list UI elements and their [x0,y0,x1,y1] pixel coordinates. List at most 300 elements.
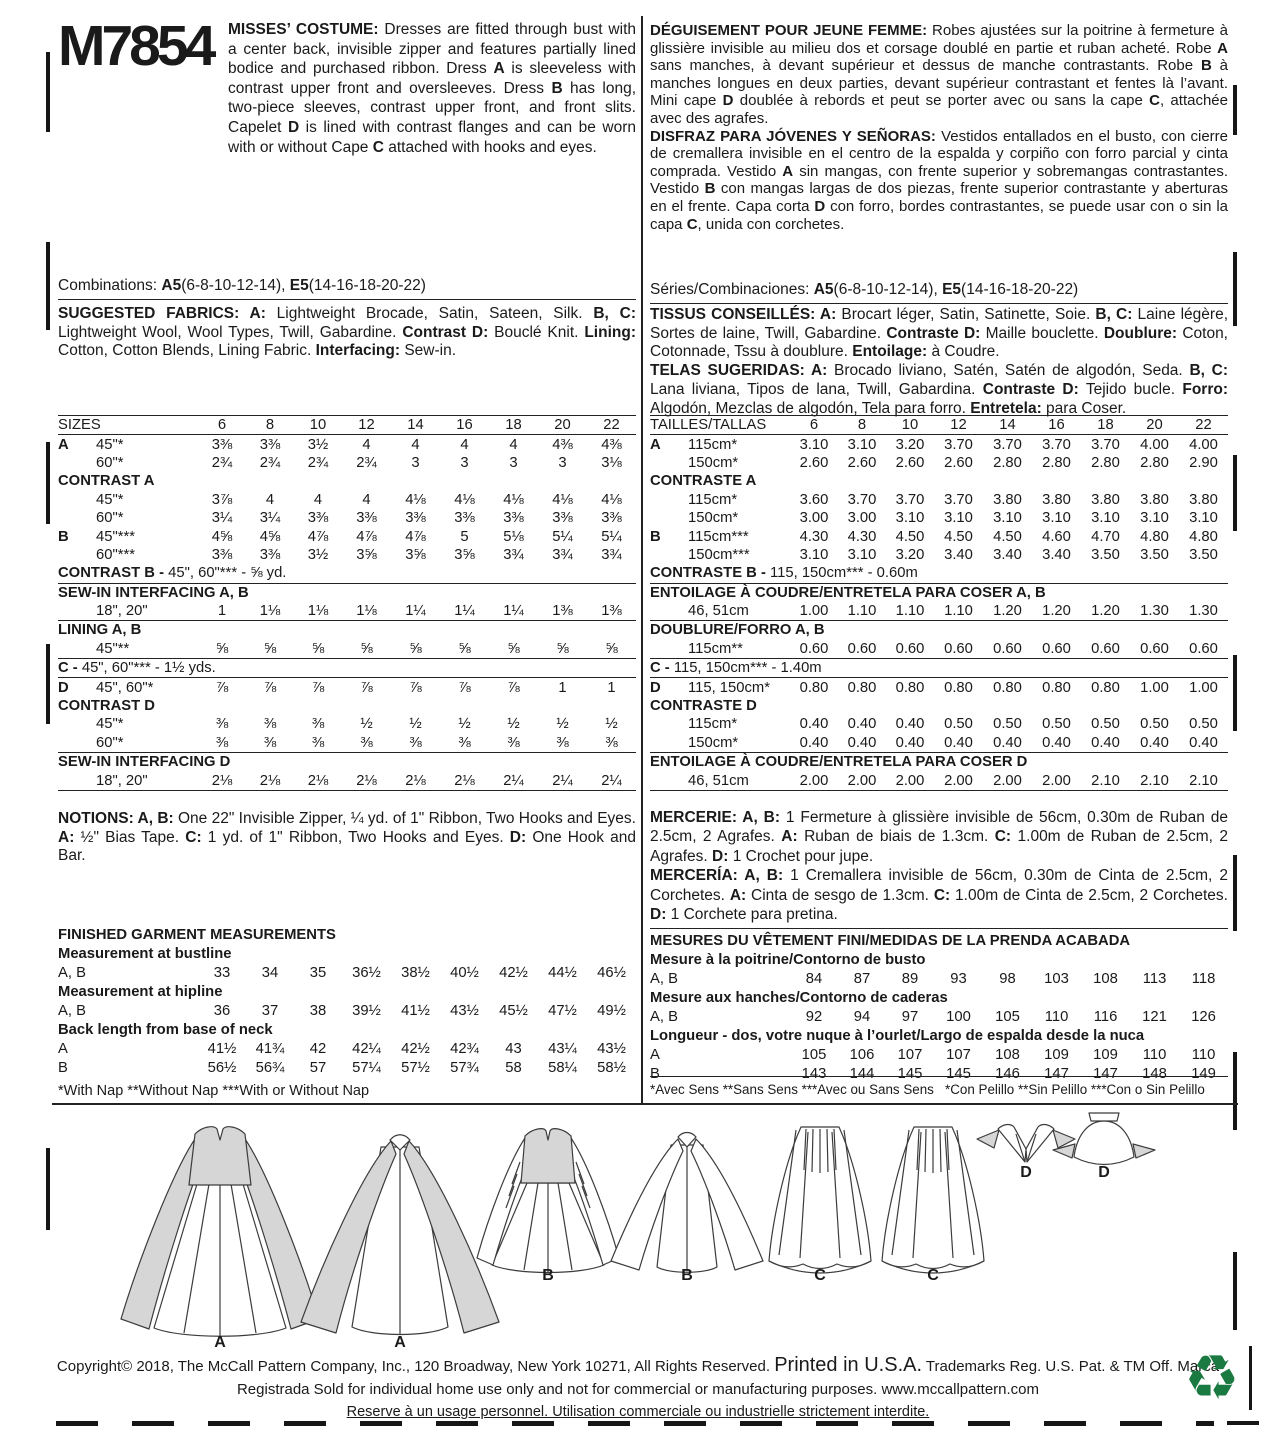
suggested-fabrics-fr-es [650,306,1228,418]
value-cell: 3¼ [259,510,281,527]
value-cell: 2⅛ [307,772,329,789]
row-label: 18", 20" [96,603,148,620]
note-row: C - 45", 60"*** - 1½ yds. [58,660,216,677]
registration-mark [46,242,50,330]
value-cell: 4⅜ [601,436,622,453]
value-cell: 106 [849,1046,875,1063]
value-cell: ⅝ [409,640,422,657]
value-cell: 0.40 [847,734,877,751]
value-cell: 108 [995,1046,1020,1063]
value-cell: 0.80 [1091,679,1120,696]
value-cell: 1⅛ [259,603,281,620]
table-row [58,621,636,640]
value-cell: 3 [411,454,420,471]
value-cell: 4⅛ [405,491,426,508]
value-cell: 109 [1093,1046,1118,1063]
value-cell: 3.50 [1091,546,1120,563]
nap-footnote-english: *With Nap **Without Nap ***With or Without Nap [58,1083,370,1099]
value-cell: 0.40 [799,734,829,751]
copyright-block [0,1354,1276,1424]
table-row [650,621,1228,640]
table-row [58,491,636,509]
table-row [650,1045,1228,1064]
value-cell: 2.10 [1091,772,1120,789]
section-header: FINISHED GARMENT MEASUREMENTS [58,926,336,943]
value-cell: 3 [460,454,469,471]
value-cell: 5¼ [601,528,622,545]
description-english: MISSES’ COSTUME: Dresses are fitted through bust with a center back, invisible zipper and features partially lined bodice and purchased ribbon. Dress A is sleeveless with contrast upper front and oversleeves. Dress B has long, two-piece sleeves, contrast upper front, and front slits. Capelet D is lined with contrast flanges and can be worn with or without Cape C attached with hooks and eyes. [228,21,637,156]
value-cell: 0.60 [1091,640,1120,657]
value-cell: ½ [507,716,520,733]
value-cell: 3⅜ [211,436,233,453]
value-cell: 3.10 [993,510,1022,527]
value-cell: 3¼ [211,510,233,527]
value-cell: 3.10 [944,510,973,527]
value-cell: 58½ [597,1059,626,1076]
description-french: DÉGUISEMENT POUR JEUNE FEMME: Robes ajustées sur la poitrine à fermeture à glissière invisible au milieu dos et corsage doublé en partie et ruban acheté. Robe A sans manches, à devant supérieur et dessus de manche contrastants. Robe B à manches longues en deux parties, devant supérieur contrastant et fentes là l’avant. Mini cape D doublée à rebords et peut se porter avec ou sans la cape C, attachée avec des agrafes. [650,22,1229,127]
size-header-label: SIZES [58,417,101,434]
value-cell: 3.20 [895,546,925,563]
value-cell: 4 [362,436,371,453]
section-header: ENTOILAGE À COUDRE/ENTRETELA PARA COSER A, B [650,584,1046,601]
value-cell: 3.50 [1189,546,1218,563]
value-cell: 5¼ [552,528,573,545]
table-row [650,472,1228,490]
cape-c-front-drawing [769,1127,871,1273]
table-row [650,715,1228,733]
value-cell: 1⅛ [356,603,377,620]
size-header-value: 8 [857,417,867,434]
value-cell: 3 [558,454,567,471]
value-cell: 103 [1044,970,1069,987]
description-spanish: DISFRAZ PARA JÓVENES Y SEÑORAS: Vestidos entallados en el busto, con cierre de cremallera invisible en el centro de la espalda y corpiño con forro parcial y cinta comprada. Vestido A sin mangas, con frente superior y sobremangas contrastantes. Vestido B con mangas largas de dos piezas, frente superior contrastante y aberturas en el frente. Capa corta D con forro, bordes contrastantes, se puede usar con o sin la capa C, unida con corchetes. [650,127,1228,233]
value-cell: 0.40 [847,716,877,733]
note-row: CONTRASTE B - 115, 150cm*** - 0.60m [650,565,918,582]
table-row [650,640,1228,659]
section-header: Longueur - dos, votre nuque à l’ourlet/Largo de espalda desde la nuca [650,1027,1145,1044]
value-cell: 3.40 [944,546,973,563]
trademark-text: Trademarks Reg. U.S. Pat. & TM Off. Marca [922,1358,1220,1375]
value-cell: ½ [409,716,422,733]
table-row [58,1039,636,1058]
value-cell: 0.50 [1091,716,1120,733]
value-cell: 3.10 [895,510,925,527]
finished-measurements-fr-es [650,928,1228,1083]
value-cell: 44½ [548,964,577,981]
combinations-line-english: Combinations: A5(6-8-10-12-14), E5(14-16-18-20-22) [58,277,636,300]
value-cell: 0.50 [1042,716,1071,733]
recycle-icon: ♻ [1184,1344,1240,1413]
section-header: Mesure à la poitrine/Contorno de busto [650,951,926,968]
table-row [58,678,636,697]
value-cell: 3.60 [799,491,829,508]
value-cell: ⅜ [409,734,422,751]
value-cell: 4 [313,491,323,508]
value-cell: 3.10 [847,546,877,563]
value-cell: 40½ [450,964,479,981]
value-cell: ⅜ [311,716,325,733]
value-cell: ⅝ [263,640,277,657]
header-row [58,14,637,157]
table-row [650,1007,1228,1026]
section-header: LINING A, B [58,622,142,639]
row-label: A, B [58,964,86,981]
table-row [650,1026,1228,1045]
table-row [58,1001,636,1020]
value-cell: 3 [509,454,518,471]
value-cell: 2.10 [1140,772,1169,789]
cut-line-dashed [56,1421,1214,1426]
value-cell: ⅜ [556,734,569,751]
row-label: 60"*** [96,546,135,563]
value-cell: 3.10 [799,436,829,453]
row-label: A 45"* [58,436,124,453]
value-cell: 56¾ [255,1059,285,1076]
value-cell: 3⅜ [552,510,573,527]
size-header-label: TAILLES/TALLAS [650,417,767,434]
value-cell: 2¼ [503,772,524,789]
value-cell: 1¼ [405,603,426,620]
figure-label-c-back: C [927,1267,939,1284]
value-cell: 0.60 [993,640,1022,657]
value-cell: 47½ [548,1002,577,1019]
value-cell: ⅜ [507,734,520,751]
table-row [650,931,1228,950]
row-label: B [58,1059,68,1076]
size-header-value: 18 [505,417,522,434]
value-cell: 2⅛ [454,772,475,789]
descriptions-fr-es [650,22,1228,233]
value-cell: 57½ [401,1059,430,1076]
value-cell: 5⅛ [503,528,524,545]
value-cell: ⅞ [458,679,471,696]
table-row [58,583,636,602]
value-cell: 4.00 [1189,436,1218,453]
value-cell: 0.80 [799,679,829,696]
row-label: A 115cm* [650,436,738,453]
value-cell: 3.10 [1042,510,1071,527]
nap-footnote-fr-es: *Avec Sens **Sans Sens ***Avec ou Sans Sens *Con Pelillo **Sin Pelillo ***Con o Sin Pelillo [650,1076,1228,1097]
table-row [58,963,636,982]
value-cell: 118 [1191,970,1216,987]
value-cell: 42½ [499,964,528,981]
value-cell: 33 [213,964,231,981]
table-row [650,546,1228,564]
garment-line-art [0,1100,1276,1360]
value-cell: 3⅜ [405,510,426,527]
table-row [58,753,636,772]
value-cell: 2⅛ [211,772,233,789]
table-row [650,734,1228,753]
value-cell: 2.00 [847,772,877,789]
value-cell: 42¼ [352,1040,381,1057]
value-cell: ½ [556,716,569,733]
table-row [58,982,636,1001]
value-cell: ⅝ [605,640,618,657]
sizes-table [650,415,1228,791]
value-cell: 2¼ [601,772,622,789]
table-row [58,640,636,659]
size-header-value: 12 [950,417,967,434]
row-label: A, B [650,970,678,987]
value-cell: 3⅜ [601,510,622,527]
row-label: B 115cm*** [650,528,749,545]
value-cell: 3.70 [944,436,973,453]
value-cell: ⅞ [263,679,277,696]
row-label: 115cm* [688,491,738,508]
value-cell: 3⅜ [454,510,475,527]
value-cell: 3⅞ [211,491,233,508]
section-header: CONTRAST D [58,698,155,715]
value-cell: 108 [1093,970,1118,987]
value-cell: 1.20 [1091,603,1120,620]
value-cell: ⅜ [215,734,229,751]
registration-mark [46,442,50,524]
value-cell: 2.80 [1140,454,1169,471]
value-cell: 3.80 [1189,491,1218,508]
value-cell: 4⅞ [405,528,426,545]
value-cell: 4 [265,491,275,508]
size-header-value: 12 [358,417,375,434]
value-cell: 4.80 [1189,528,1218,545]
value-cell: 2.00 [895,772,925,789]
value-cell: 3¾ [601,546,622,563]
value-cell: 4⅛ [503,491,524,508]
value-cell: 3.70 [993,436,1022,453]
value-cell: ⅜ [311,734,325,751]
value-cell: 1.30 [1189,603,1218,620]
value-cell: 3⅛ [601,454,622,471]
value-cell: 4.70 [1091,528,1120,545]
value-cell: ⅝ [311,640,325,657]
section-header: SEW-IN INTERFACING D [58,754,231,771]
row-label: A, B [650,1008,678,1025]
row-label: D 45", 60"* [58,679,154,696]
value-cell: 107 [946,1046,971,1063]
value-cell: ½ [458,716,471,733]
value-cell: 3⅝ [356,546,377,563]
value-cell: 1 [558,679,567,696]
row-label: 115cm* [688,716,738,733]
value-cell: 0.60 [799,640,829,657]
value-cell: 57¼ [352,1059,381,1076]
section-header: Measurement at hipline [58,983,223,1000]
value-cell: 0.80 [895,679,925,696]
value-cell: 3⅝ [405,546,426,563]
value-cell: 3.80 [993,491,1022,508]
value-cell: ⅝ [556,640,569,657]
copyright-line1 [0,1354,1276,1378]
value-cell: 1.20 [1042,603,1071,620]
value-cell: 3⅜ [259,436,281,453]
table-row [58,1058,636,1077]
value-cell: 1 [607,679,616,696]
value-cell: 3½ [307,436,329,453]
value-cell: 113 [1142,970,1167,987]
size-header-value: 20 [554,417,571,434]
table-row [650,950,1228,969]
value-cell: ⅜ [263,734,277,751]
registration-mark [1233,655,1237,731]
mercerie-paragraph: MERCERIE: A, B: 1 Fermeture à glissière invisible de 56cm, 0.30m de Ruban de 2.5cm, 2 Agrafes. A: Ruban de biais de 1.3cm. C: 1.00m de Ruban de 2.5cm, 2 Agrafes. D: 1 Crochet pour jupe. [650,809,1228,865]
table-row [650,435,1228,454]
value-cell: 146 [995,1065,1020,1082]
value-cell: 43 [505,1040,522,1057]
section-header: Back length from base of neck [58,1021,273,1038]
value-cell: 0.40 [1140,734,1169,751]
value-cell: 0.40 [944,734,973,751]
row-label: 60"* [96,454,124,471]
value-cell: 4.60 [1042,528,1071,545]
value-cell: 1⅜ [552,603,573,620]
row-label: 45"* [96,716,124,733]
value-cell: 3.20 [895,436,925,453]
value-cell: 38 [309,1002,327,1019]
value-cell: ⅜ [458,734,471,751]
value-cell: 92 [805,1008,823,1025]
value-cell: 2⅛ [356,772,377,789]
value-cell: 58¼ [548,1059,577,1076]
value-cell: 0.80 [1042,679,1071,696]
value-cell: 57 [309,1059,327,1076]
value-cell: 0.40 [1189,734,1218,751]
dress-b-front-drawing [477,1129,619,1273]
value-cell: 94 [853,1008,871,1025]
sizes-table [58,925,636,1077]
value-cell: 4.50 [944,528,973,545]
table-row [58,771,636,790]
value-cell: 3.70 [944,491,973,508]
value-cell: 3.00 [847,510,877,527]
value-cell: 3.80 [1140,491,1169,508]
pattern-number: M7854 [58,14,213,78]
value-cell: 3¾ [503,546,524,563]
value-cell: ⅜ [360,734,373,751]
value-cell: 4⅞ [356,528,377,545]
figure-label-d-collar: D [1098,1164,1110,1181]
value-cell: 2¾ [259,454,281,471]
value-cell: 4.80 [1140,528,1169,545]
size-header-value: 20 [1146,417,1163,434]
value-cell: 4⅜ [552,436,573,453]
value-cell: ½ [605,716,618,733]
value-cell: 3.50 [1140,546,1169,563]
value-cell: 110 [1191,1046,1216,1063]
value-cell: ½ [360,716,373,733]
size-header-value: 10 [901,417,919,434]
size-header-value: 6 [217,417,227,434]
yardage-table-english [58,415,636,791]
value-cell: 46½ [597,964,626,981]
value-cell: 1.30 [1140,603,1169,620]
value-cell: 2¾ [356,454,377,471]
row-label: 60"* [96,510,124,527]
row-label: 150cm* [688,510,739,527]
table-row [58,734,636,753]
size-header-value: 22 [1195,417,1212,434]
value-cell: 105 [995,1008,1020,1025]
row-label: 150cm* [688,734,739,751]
value-cell: 3⅜ [307,510,329,527]
size-header-row [650,416,1228,435]
value-cell: 0.40 [1042,734,1071,751]
row-label: A [650,1046,660,1063]
figure-label-d-folded: D [1020,1164,1032,1181]
value-cell: 36 [213,1002,231,1019]
value-cell: 2.80 [1091,454,1120,471]
value-cell: 2.60 [895,454,925,471]
corner-mark-horizontal [1227,1421,1259,1425]
value-cell: 3.70 [1091,436,1120,453]
value-cell: 0.40 [993,734,1022,751]
value-cell: 0.60 [1140,640,1169,657]
yardage-table-metric [650,415,1228,791]
value-cell: 4.30 [799,528,829,545]
copyright-line3: Reserve à un usage personnel. Utilisation commerciale ou industrielle strictement interdite. [346,1404,930,1420]
table-row [58,697,636,715]
notions-paragraph: NOTIONS: A, B: One 22" Invisible Zipper, ¼ yd. of 1" Ribbon, Two Hooks and Eyes. A: ½" Bias Tape. C: 1 yd. of 1" Ribbon, Two Hooks and Eyes. D: One Hook and Bar. [58,810,637,865]
value-cell: 4 [460,436,469,453]
dress-b-back-drawing [611,1133,763,1273]
value-cell: 2⅛ [259,772,281,789]
value-cell: 0.50 [1140,716,1169,733]
value-cell: 4.30 [847,528,877,545]
value-cell: 2.60 [944,454,973,471]
value-cell: 2¾ [307,454,329,471]
row-label: A, B [58,1002,86,1019]
value-cell: 1¼ [503,603,524,620]
value-cell: 1 [217,603,227,620]
value-cell: 147 [1044,1065,1069,1082]
value-cell: 87 [853,970,871,987]
row-label: 45"* [96,491,124,508]
value-cell: 42½ [401,1040,430,1057]
section-header: MESURES DU VÊTEMENT FINI/MEDIDAS DE LA PRENDA ACABADA [650,932,1131,949]
value-cell: 2.60 [847,454,877,471]
row-label: 18", 20" [96,772,148,789]
value-cell: 84 [805,970,823,987]
value-cell: 3.80 [1042,491,1071,508]
value-cell: 89 [901,970,919,987]
value-cell: 107 [897,1046,923,1063]
value-cell: 4⅛ [552,491,573,508]
printed-in-usa: Printed in U.S.A. [774,1354,923,1376]
size-header-value: 22 [603,417,620,434]
value-cell: 144 [849,1065,875,1082]
row-label: 115cm** [688,640,743,657]
dress-a-back-drawing [301,1135,499,1335]
value-cell: 45½ [499,1002,528,1019]
value-cell: 2.00 [944,772,973,789]
merceria-paragraph: MERCERÍA: A, B: 1 Cremallera invisible de 56cm, 0.30m de Cinta de 2.5cm, 2 Corchetes. A: Cinta de sesgo de 1.3cm. C: 1.00m de Cinta de 2.5cm, 2 Corchetes. D: 1 Corchete para pretina. [650,867,1228,924]
value-cell: 0.50 [944,716,973,733]
table-row [650,527,1228,545]
value-cell: 126 [1191,1008,1216,1025]
value-cell: 1.10 [847,603,877,620]
value-cell: 1¼ [454,603,475,620]
section-header: CONTRAST A [58,473,155,490]
table-row [650,602,1228,621]
value-cell: 35 [309,964,327,981]
value-cell: 3.40 [993,546,1022,563]
section-header: CONTRASTE A [650,473,757,490]
column-divider [641,16,643,1104]
registration-mark [1233,855,1237,931]
value-cell: 4⅛ [454,491,475,508]
table-row [58,602,636,621]
table-row [58,564,636,583]
value-cell: 3⅝ [454,546,475,563]
